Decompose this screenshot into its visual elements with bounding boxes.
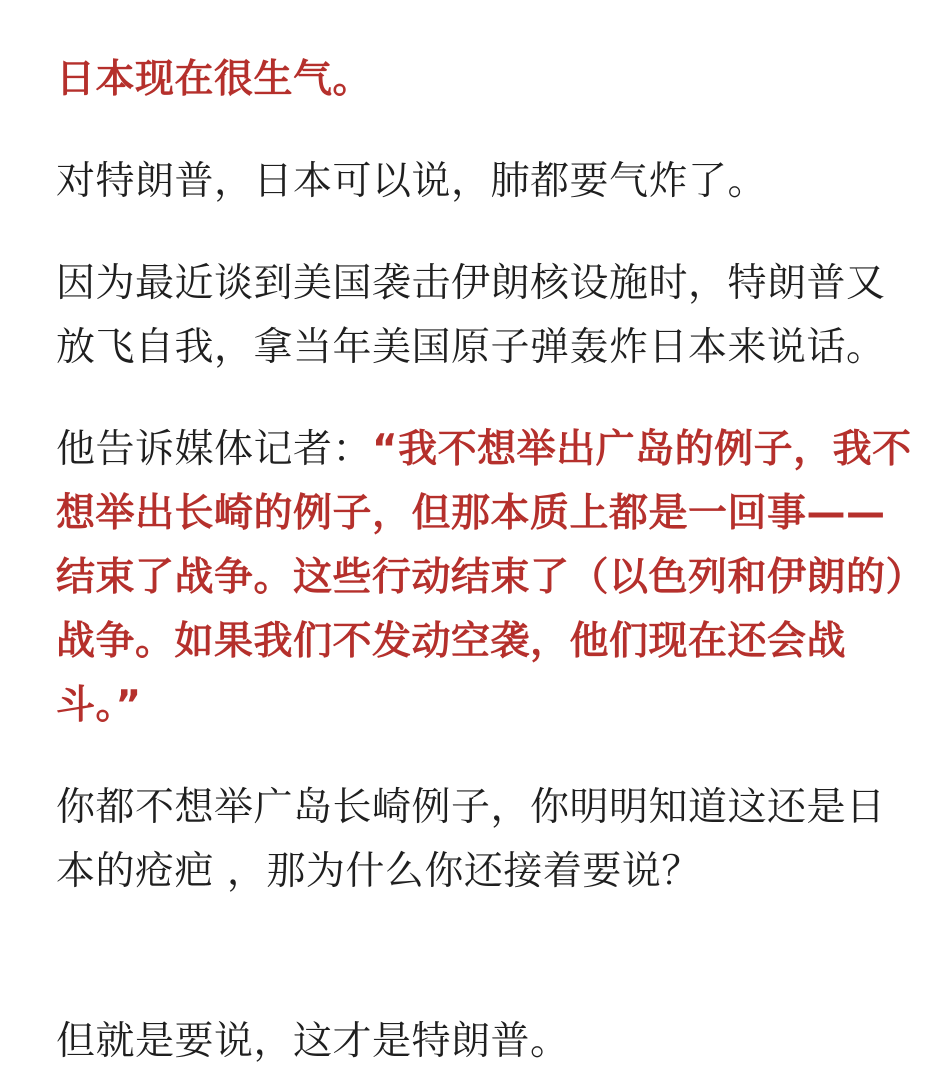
quote-text: “我不想举出广岛的例子，我不想举出长崎的例子，但那本质上都是一回事——结束了战争。这些行动结束了（以色列和伊朗的）战争。如果我们不发动空袭，他们现在还会战斗。” [56, 427, 912, 728]
paragraph-2: 因为最近谈到美国袭击伊朗核设施时，特朗普又放飞自我，拿当年美国原子弹轰炸日本来说话。 [56, 261, 886, 370]
quote-intro: 他告诉媒体记者： [56, 427, 373, 472]
headline: 日本现在很生气。 [56, 57, 373, 102]
paragraph-4: 你都不想举广岛长崎例子，你明明知道这还是日本的疮疤 ，那为什么你还接着要说？ [56, 785, 886, 894]
article-body [56, 48, 916, 942]
paragraph-3 [56, 418, 916, 738]
paragraph-5-partial: 但就是要说，这才是特朗普。 [56, 1019, 570, 1064]
paragraph-1: 对特朗普，日本可以说，肺都要气炸了。 [56, 159, 768, 204]
